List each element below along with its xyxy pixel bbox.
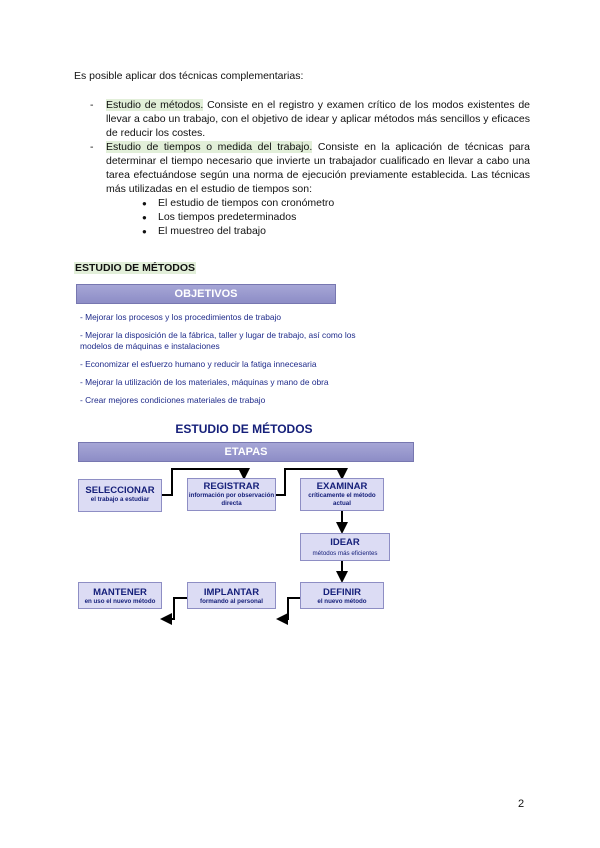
arrow-definir-implantar [278, 598, 300, 619]
step-registrar [187, 478, 276, 511]
objective-item: - Mejorar la disposición de la fábrica, taller y lugar de trabajo, así como los modelos de máquinas e instalaciones [80, 330, 356, 351]
step-title: SELECCIONAR [85, 485, 155, 496]
intro-text: Es posible aplicar dos técnicas complementarias: [74, 70, 304, 82]
objective-item: - Mejorar los procesos y los procedimientos de trabajo [80, 312, 282, 322]
objective-item: - Crear mejores condiciones materiales de trabajo [80, 395, 266, 405]
step-title: EXAMINAR [316, 481, 368, 492]
page-number: 2 [518, 798, 525, 810]
objective-item: - Economizar el esfuerzo humano y reducir la fatiga innecesaria [80, 359, 317, 369]
list-item: ● Los tiempos predeterminados [146, 210, 530, 224]
step-subtitle: información por observación directa [188, 492, 275, 507]
technique-description: Consiste en el registro y examen crítico de los modos existentes de llevar a cabo un trabajo, con el objetivo de idear y aplicar métodos más sencillos y eficaces de reducir los costes. [106, 99, 530, 139]
objectives-header: OBJETIVOS [76, 284, 336, 304]
section-title: ESTUDIO DE MÉTODOS [75, 262, 195, 274]
etapas-header: ETAPAS [78, 442, 414, 462]
step-title: MANTENER [93, 587, 147, 598]
step-seleccionar [78, 479, 162, 512]
step-subtitle: formando al personal [200, 598, 263, 605]
step-mantener [78, 582, 162, 609]
diagram-title: ESTUDIO DE MÉTODOS [175, 422, 313, 436]
step-subtitle: en uso el nuevo método [84, 598, 156, 605]
step-implantar [187, 582, 276, 609]
step-title: REGISTRAR [203, 481, 260, 492]
step-idear [300, 533, 390, 561]
list-item: ● El estudio de tiempos con cronómetro [146, 196, 530, 210]
step-title: IMPLANTAR [203, 587, 260, 598]
technique-term: Estudio de tiempos o medida del trabajo. [106, 141, 313, 153]
technique-term: Estudio de métodos. [106, 99, 204, 111]
step-subtitle: métodos más eficientes [312, 550, 378, 557]
step-title: IDEAR [330, 537, 360, 548]
list-item: ● El muestreo del trabajo [146, 224, 530, 238]
step-subtitle: el trabajo a estudiar [90, 496, 150, 503]
step-definir [300, 582, 384, 609]
step-subtitle: críticamente el método actual [308, 492, 376, 507]
step-subtitle: el nuevo método [317, 598, 367, 605]
step-examinar [300, 478, 384, 511]
technique-description: Consiste en la aplicación de técnicas para determinar el tiempo necesario que invierte un trabajador cualificado en llevar a cabo una tarea efectuándose según una norma de ejecución previamente establecida. Las técnicas más utilizadas en el estudio de tiempos son: [106, 141, 530, 195]
objective-item: - Mejorar la utilización de los materiales, máquinas y mano de obra [80, 377, 329, 387]
step-title: DEFINIR [323, 587, 361, 598]
arrow-implantar-mantener [162, 598, 187, 619]
